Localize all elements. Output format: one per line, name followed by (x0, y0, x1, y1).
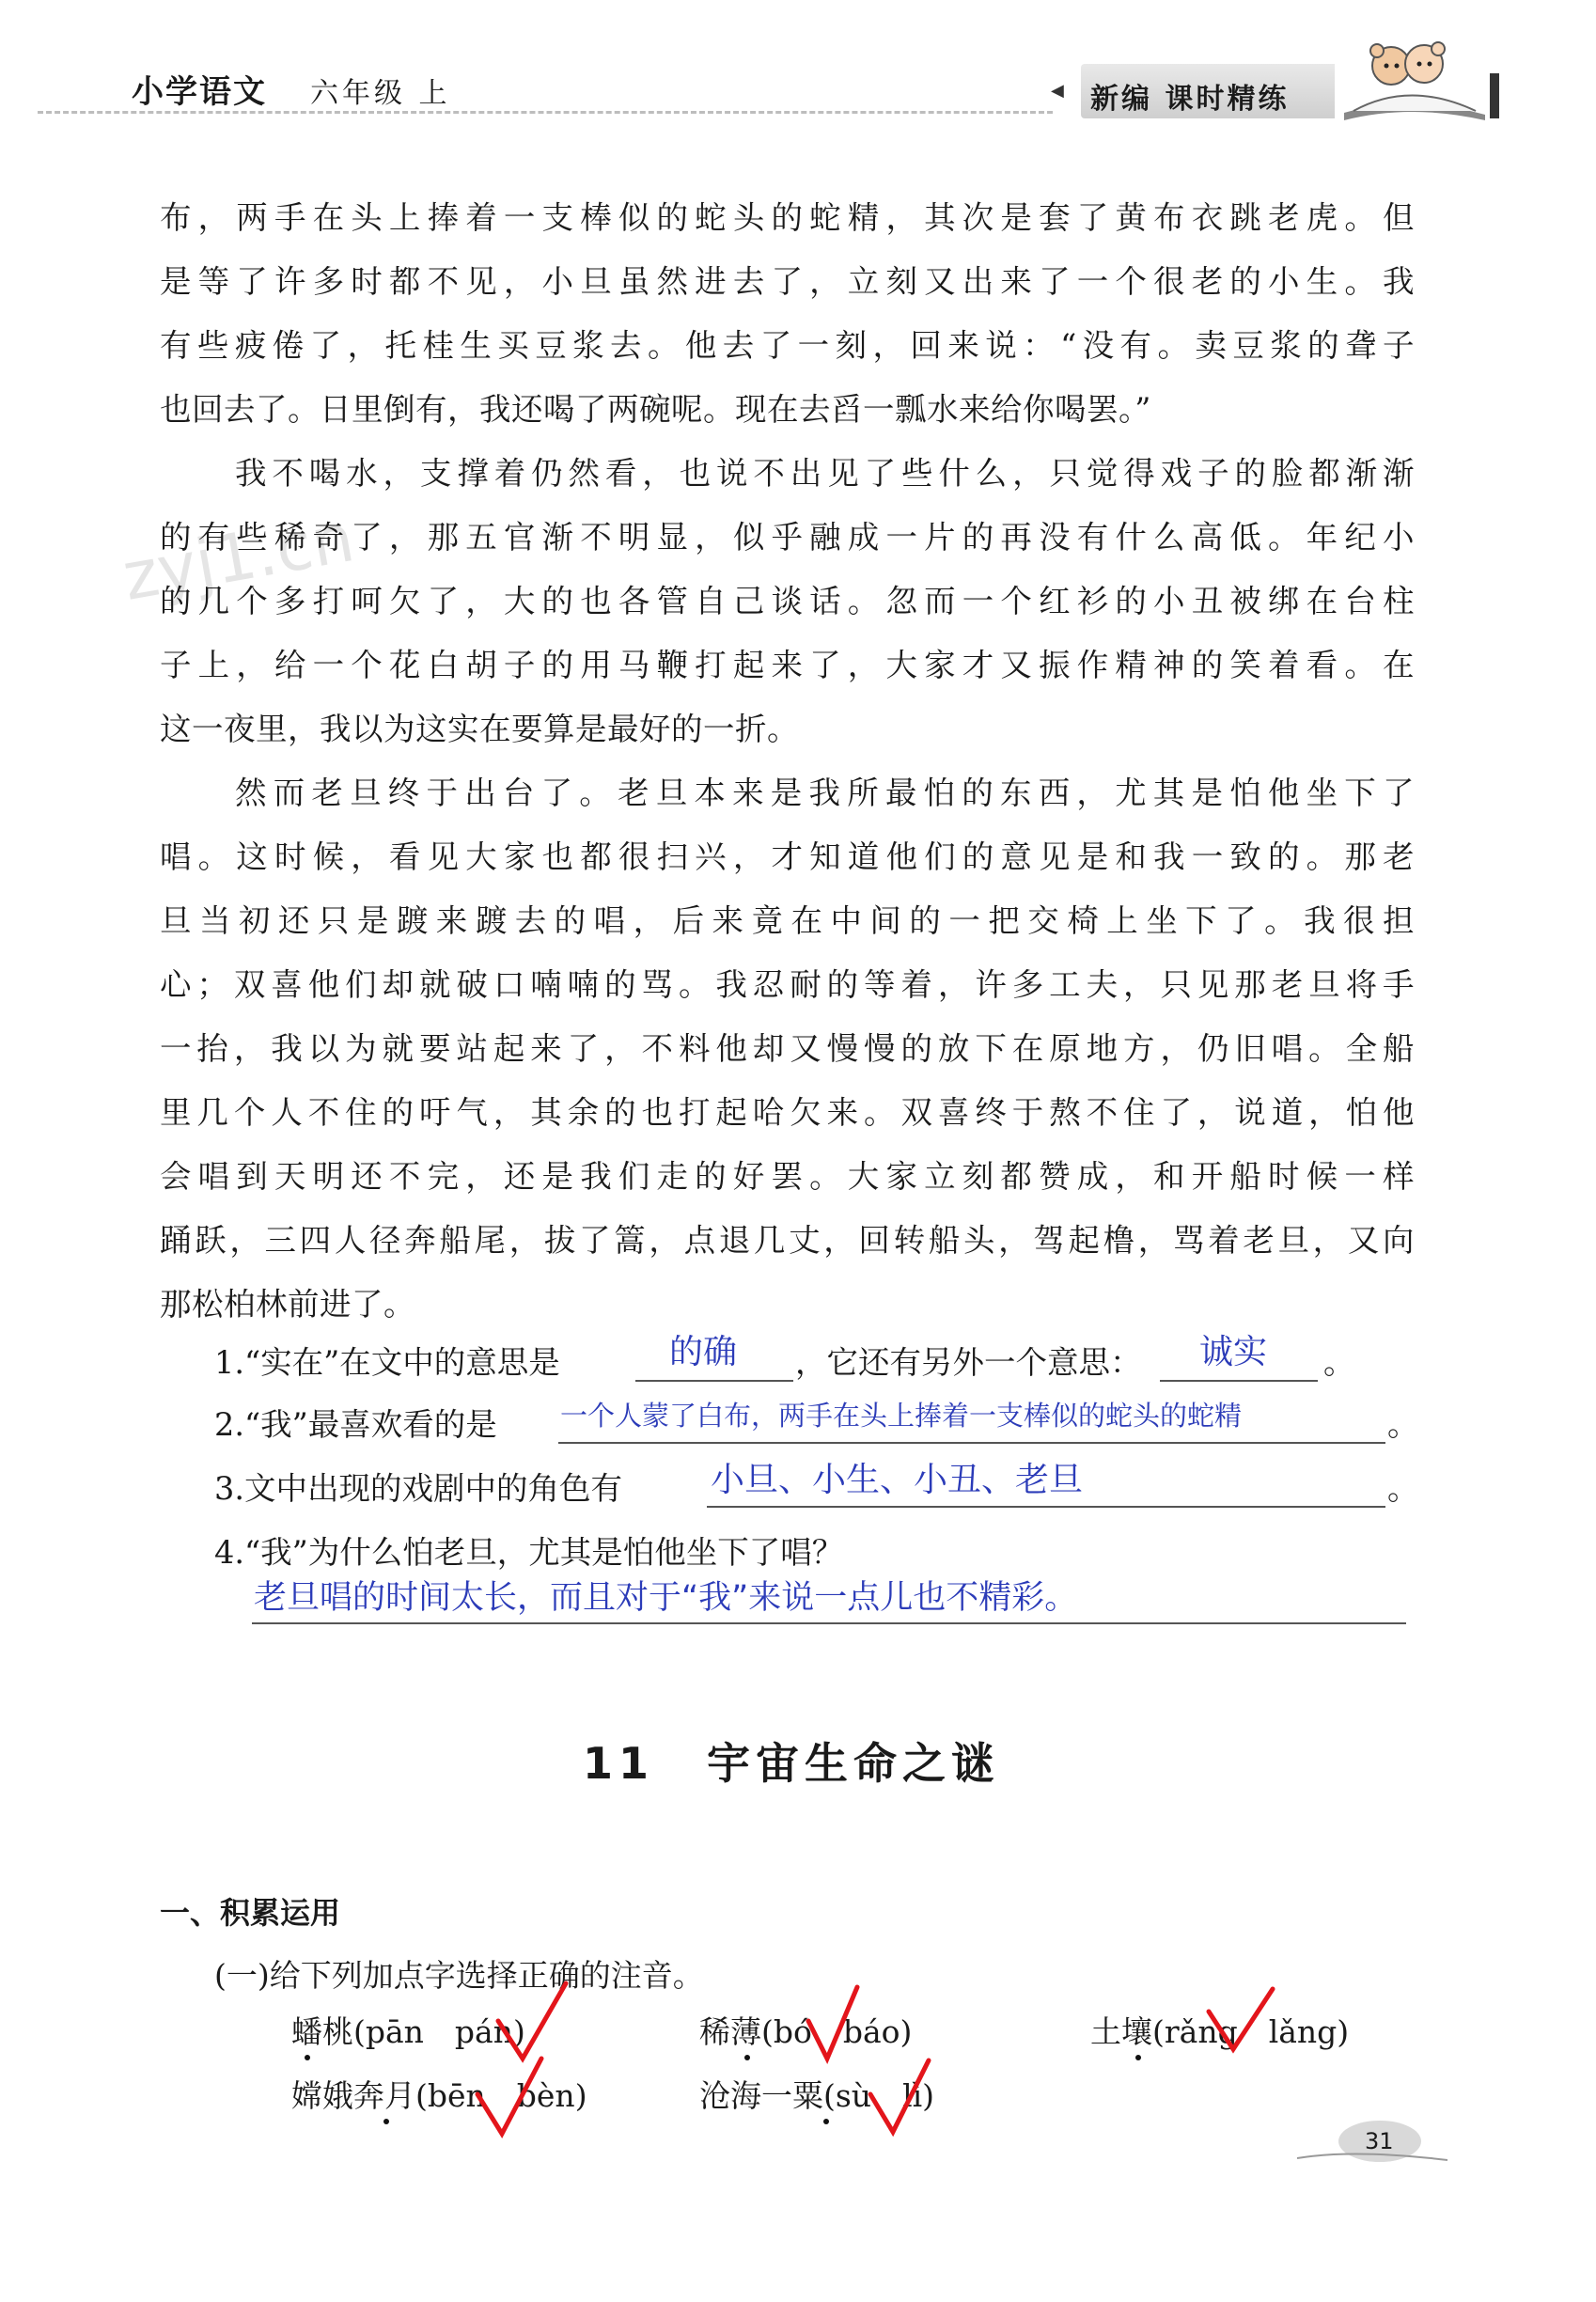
handwritten-answer: 老旦唱的时间太长，而且对于“我”来说一点儿也不精彩。 (254, 1579, 1078, 1617)
pinyin-word: 嫦娥奔月 (291, 2077, 415, 2114)
question-3-prefix: 3.文中出现的戏剧中的角色有 (214, 1470, 622, 1507)
handwritten-answer: 小旦、小生、小丑、老旦 (711, 1461, 1084, 1499)
pinyin-options: (sù lì) (823, 2077, 935, 2114)
check-mark-icon (498, 1983, 566, 2059)
passage-line: 会唱到天明还不完，还是我们走的好罢。大家立刻都赞成，和开船时候一样 (160, 1158, 1415, 1195)
question-1-middle: ，它还有另外一个意思： (795, 1344, 1142, 1381)
passage-line: 唱。这时候，看见大家也都很扫兴，才知道他们的意见是和我一致的。那老 (160, 838, 1415, 875)
passage-line: 里几个人不住的吁气，其余的也打起哈欠来。双喜终于熬不住了，说道，怕他 (160, 1094, 1415, 1131)
handwritten-answer: 的确 (669, 1333, 738, 1371)
pinyin-word: 土壤 (1090, 2013, 1152, 2050)
check-mark-icon (808, 1987, 857, 2059)
question-1-prefix: 1.“实在”在文中的意思是 (214, 1344, 560, 1381)
pinyin-options: (bó báo) (761, 2013, 913, 2050)
pinyin-options: (pān pán) (353, 2013, 525, 2050)
passage-line: 然而老旦终于出台了。老旦本来是我所最怕的东西，尤其是怕他坐下了 (235, 775, 1415, 811)
watermark: zyj1.cn (117, 499, 360, 616)
pinyin-options: (rǎng lǎng) (1152, 2013, 1350, 2050)
chapter-name: 宇宙生命之谜 (707, 1738, 1001, 1789)
section-title: 一、积累运用 (160, 1895, 341, 1931)
header-grade: 六年级 上 (310, 77, 451, 110)
passage-line: 的几个多打呵欠了，大的也各管自己谈话。忽而一个红衫的小丑被绑在台柱 (160, 583, 1415, 619)
passage-line: 一抬，我以为就要站起来了，不料他却又慢慢的放下在原地方，仍旧唱。全船 (160, 1030, 1415, 1067)
triangle-icon: ◀ (1051, 81, 1064, 101)
passage-line: 子上，给一个花白胡子的用马鞭打起来了，大家才又振作精神的笑着看。在 (160, 647, 1415, 683)
pinyin-options: (bēn bèn) (415, 2077, 587, 2114)
passage-line: 有些疲倦了，托桂生买豆浆去。他去了一刻，回来说：“没有。卖豆浆的聋子 (160, 327, 1415, 364)
pinyin-word: 蟠桃 (291, 2013, 353, 2050)
handwritten-answer: 诚实 (1199, 1333, 1268, 1371)
question-2-prefix: 2.“我”最喜欢看的是 (214, 1406, 497, 1443)
passage-line: 这一夜里，我以为这实在要算是最好的一折。 (160, 711, 799, 747)
question-4: 4.“我”为什么怕老旦，尤其是怕他坐下了唱？ (214, 1534, 844, 1571)
brand-title: 新编 课时精练 (1090, 83, 1290, 116)
question-2-end: 。 (1387, 1406, 1419, 1443)
handwritten-answer: 一个人蒙了白布，两手在头上捧着一支棒似的蛇头的蛇精 (560, 1400, 1243, 1432)
passage-line: 是等了许多时都不见，小旦虽然进去了，立刻又出来了一个很老的小生。我 (160, 263, 1415, 300)
passage-line: 旦当初还只是踱来踱去的唱，后来竟在中间的一把交椅上坐下了。我很担 (160, 902, 1415, 939)
passage-line: 心；双喜他们却就破口喃喃的骂。我忍耐的等着，许多工夫，只见那老旦将手 (160, 966, 1415, 1003)
passage-line: 那松柏林前进了。 (160, 1286, 415, 1323)
passage-line: 踊跃，三四人径奔船尾，拔了篙，点退几丈，回转船头，驾起橹，骂着老旦，又向 (160, 1222, 1415, 1259)
passage-line: 也回去了。日里倒有，我还喝了两碗呢。现在去舀一瓢水来给你喝罢。” (160, 391, 1151, 428)
pinyin-word: 稀薄 (699, 2013, 761, 2050)
passage-line: 我不喝水，支撑着仍然看，也说不出见了些什么，只觉得戏子的脸都渐渐 (235, 455, 1415, 492)
question-3-end: 。 (1387, 1470, 1419, 1507)
page-number: 31 (1365, 2128, 1394, 2154)
check-mark-icon (1209, 1989, 1273, 2049)
passage-line: 的有些稀奇了，那五官渐不明显，似乎融成一片的再没有什么高低。年纪小 (160, 519, 1415, 556)
exercise-instruction: (一)给下列加点字选择正确的注音。 (214, 1957, 704, 1994)
passage-line: 布，两手在头上捧着一支棒似的蛇头的蛇精，其次是套了黄布衣跳老虎。但 (160, 199, 1415, 236)
question-1-end: 。 (1323, 1344, 1355, 1381)
chapter-number: 11 (583, 1738, 655, 1789)
pinyin-word: 沧海一粟 (699, 2077, 823, 2114)
header-subject: 小学语文 (132, 73, 267, 111)
check-mark-icon (477, 2059, 541, 2134)
check-mark-icon (870, 2060, 929, 2132)
